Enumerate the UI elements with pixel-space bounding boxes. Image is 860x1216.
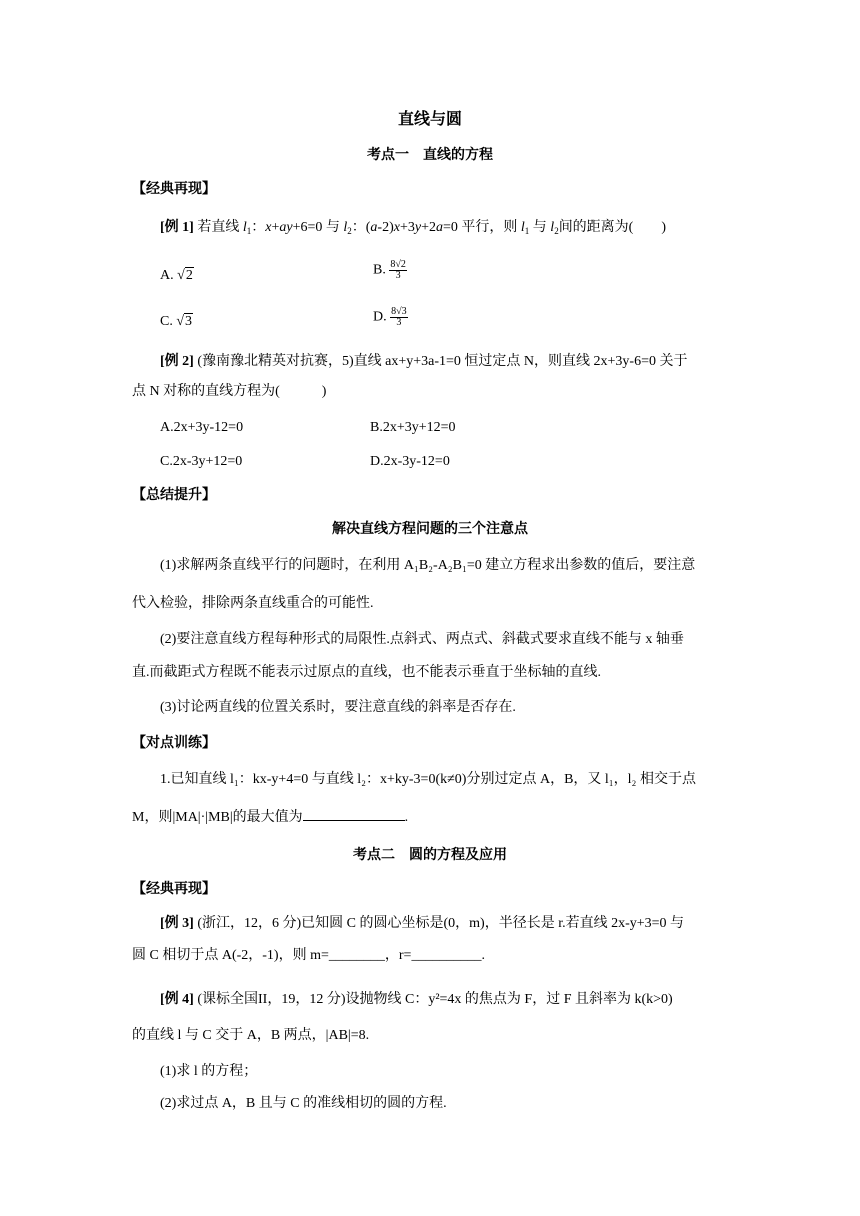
fraction: $\frac{8√2}{3}$: [390, 259, 406, 281]
example-2-label: [例 2]: [160, 354, 194, 369]
choice-b: B.2x+3y+12=0: [370, 420, 456, 435]
example-1-text-pre: 若直线: [197, 220, 240, 235]
summary-point: 代入检验，排除两条直线重合的可能性.: [132, 596, 374, 611]
classic-tag-2: 【经典再现】: [132, 882, 216, 897]
section-heading-1: 考点一 直线的方程: [367, 148, 493, 163]
summary-heading: 解决直线方程问题的三个注意点: [332, 522, 528, 537]
summary-tag: 【总结提升】: [132, 488, 216, 503]
example-2-line-1: [例 2] (豫南豫北精英对抗赛，5)直线 ax+y+3a-1=0 恒过定点 N，则直线 2x+3y-6=0 关于: [160, 354, 688, 369]
example-4-question-2: (2)求过点 A，B 且与 C 的准线相切的圆的方程.: [160, 1096, 447, 1111]
example-4-line-1: [例 4] (课标全国II，19，12 分)设抛物线 C：y²=4x 的焦点为 F，过 F 且斜率为 k(k>0): [160, 992, 673, 1007]
choice-c: C.2x-3y+12=0: [160, 454, 243, 469]
sqrt-icon: √2: [177, 268, 193, 283]
example-1-label: [例 1]: [160, 220, 194, 235]
example-4-line-2: 的直线 l 与 C 交于 A，B 两点，|AB|=8.: [132, 1028, 370, 1043]
example-4-label: [例 4]: [160, 992, 194, 1007]
answer-blank[interactable]: [303, 808, 405, 821]
sqrt-icon: √3: [176, 314, 193, 329]
practice-line-1: 1.已知直线 l₁：kx-y+4=0 与直线 l₂：x+ky-3=0(k≠0)分别过定点 A，B，又 l₁，l₂ 相交于点: [160, 772, 696, 787]
document-title: 直线与圆: [397, 111, 462, 128]
practice-line-2: M，则|MA|·|MB|的最大值为 .: [132, 810, 409, 825]
example-3-line-1: [例 3] (浙江，12，6 分)已知圆 C 的圆心坐标是(0，m)，半径长是 r.若直线 2x-y+3=0 与: [160, 916, 685, 931]
summary-point: (1)求解两条直线平行的问题时，在利用 A₁B₂-A₂B₁=0 建立方程求出参数的值后，要注意: [160, 558, 696, 573]
example-3-label: [例 3]: [160, 916, 194, 931]
section-heading-2: 考点二 圆的方程及应用: [353, 848, 507, 863]
choice-a: A. √2: [160, 268, 193, 283]
choice-d: D.2x-3y-12=0: [370, 454, 450, 469]
example-4-question-1: (1)求 l 的方程；: [160, 1064, 258, 1079]
choice-c: C. √3: [160, 314, 193, 329]
practice-tag: 【对点训练】: [132, 736, 216, 751]
choice-b: B. $\frac{8√2}{3}$: [373, 259, 406, 281]
choice-a: A.2x+3y-12=0: [160, 420, 244, 435]
example-1-stem: [例 1] 若直线 $l_1$：x+ay+6=0 与 $l_2$：(a-2)x+3y+2a=0 平行，则 $l_1$ 与 $l_2$间的距离为( ): [160, 220, 667, 236]
choice-d: D. $\frac{8√3}{3}$: [373, 306, 407, 328]
example-2-line-2: 点 N 对称的直线方程为( ): [132, 384, 327, 399]
classic-tag-1: 【经典再现】: [132, 182, 216, 197]
summary-point: (3)讨论两直线的位置关系时，要注意直线的斜率是否存在.: [160, 700, 516, 715]
summary-point: 直.而截距式方程既不能表示过原点的直线，也不能表示垂直于坐标轴的直线.: [132, 665, 601, 680]
example-3-line-2: 圆 C 相切于点 A(-2，-1)，则 m=________，r=__________.: [132, 948, 485, 963]
summary-point: (2)要注意直线方程每种形式的局限性.点斜式、两点式、斜截式要求直线不能与 x 轴垂: [160, 632, 684, 647]
fraction: $\frac{8√3}{3}$: [391, 306, 407, 328]
